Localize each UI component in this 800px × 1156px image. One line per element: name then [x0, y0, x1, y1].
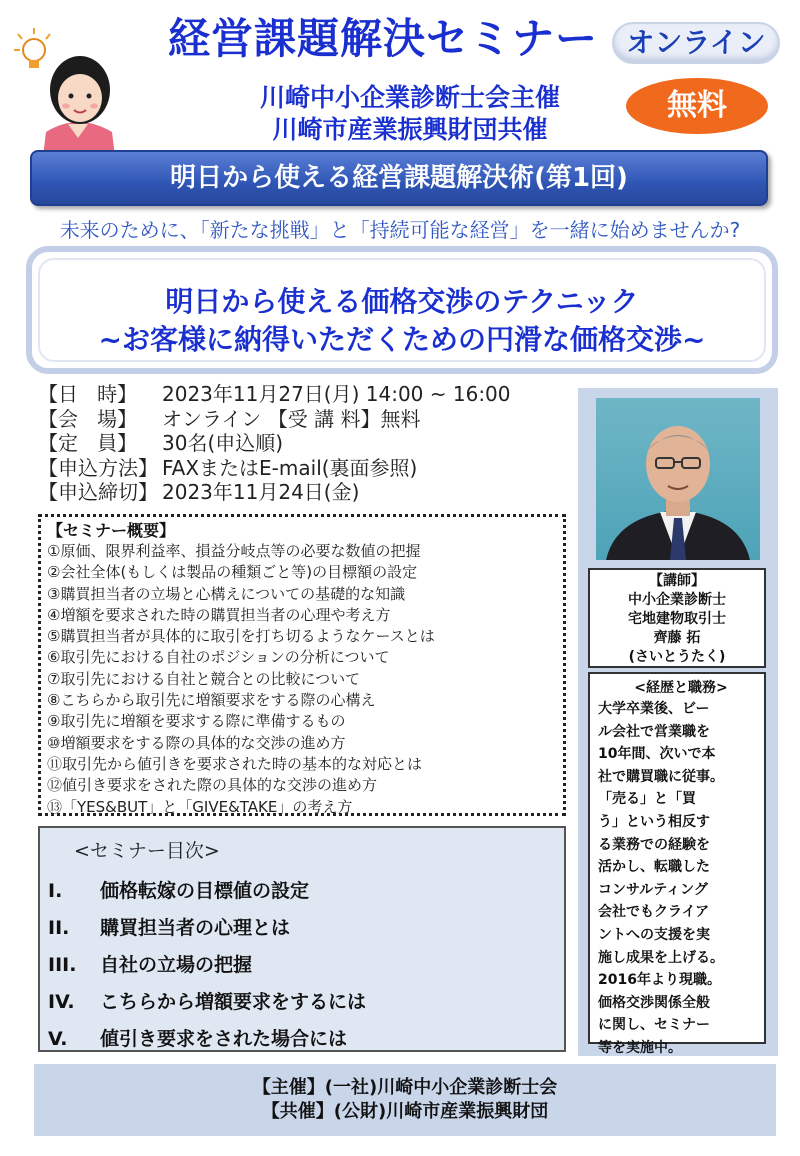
contents-item [48, 913, 290, 940]
info-value: FAXまたはE-mail(裏面参照) [162, 455, 418, 480]
career-line: ル会社で営業職を [598, 723, 710, 740]
contents-text: 購買担当者の心理とは [100, 917, 291, 939]
lecturer-reading: (さいとうたく) [628, 649, 726, 665]
overview-item: ③購買担当者の立場と心構えについての基礎的な知識 [47, 584, 406, 603]
contents-number: IV. [48, 991, 75, 1013]
contents-item [48, 987, 366, 1014]
career-line: う」という相反す [598, 813, 710, 830]
career-line: 会社でもクライア [598, 904, 710, 921]
info-row-date [38, 382, 578, 407]
tagline: 未来のために、「新たな挑戦」と「持続可能な経営」を一緒に始めませんか? [59, 218, 741, 242]
overview-item: ①原価、限界利益率、損益分岐点等の必要な数値の把握 [47, 542, 421, 560]
lecturer-qualification: 中小企業診断士 [628, 592, 726, 608]
career-line: コンサルティング [598, 881, 708, 898]
career-box [588, 672, 766, 1056]
overview-item: ⑫値引き要求をされた際の具体的な交渉の進め方 [47, 776, 378, 795]
overview-item: ⑨取引先に増額を要求する際に準備するもの [47, 712, 346, 731]
info-row-capacity [38, 431, 578, 456]
contents-number: III. [48, 954, 77, 976]
contents-item [48, 950, 252, 977]
career-line: る業務での経験を [598, 836, 710, 853]
info-row-venue [38, 407, 578, 432]
lightbulb-icon [14, 28, 50, 68]
career-line: 施し成果を上げる。 [598, 949, 724, 966]
event-info [38, 382, 578, 505]
career-line: ントへの支援を実 [598, 926, 710, 943]
overview-item: ⑪取引先から値引きを要求された時の基本的な対応とは [47, 754, 423, 773]
career-line: 等を実施中。 [598, 1039, 682, 1056]
main-title: 経営課題解決セミナー [167, 14, 598, 63]
online-badge: オンライン [612, 22, 780, 64]
overview-title: 【セミナー概要】 [47, 521, 176, 540]
contents-text: 値引き要求をされた場合には [100, 1028, 348, 1050]
lecturer-card [588, 568, 766, 668]
overview-item: ②会社全体(もしくは製品の種類ごと等)の目標額の設定 [47, 563, 418, 582]
lecturer-name: 齊藤 拓 [653, 630, 701, 646]
overview-item: ⑩増額要求をする際の具体的な交渉の進め方 [47, 733, 346, 752]
info-label: 【申込締切】 [38, 480, 158, 504]
topic-title: 明日から使える価格交渉のテクニック [165, 285, 639, 318]
info-value: 2023年11月27日(月) 14:00 ~ 16:00 [162, 382, 511, 406]
person-portrait-icon [596, 398, 760, 560]
overview-item: ⑬「YES&BUT」と「GIVE&TAKE」の考え方 [47, 797, 353, 816]
lecturer-qualification: 宅地建物取引士 [628, 611, 726, 627]
career-title: <経歴と職務> [634, 680, 728, 696]
info-value: 30名(申込順) [162, 431, 284, 455]
career-line: 大学卒業後、ビー [598, 701, 710, 717]
lecturer-heading: 【講師】 [649, 573, 705, 589]
info-label: 【日 時】 [38, 382, 138, 406]
overview-item: ⑦取引先における自社と競合との比較について [47, 669, 361, 688]
career-line: 活かし、転職した [598, 859, 710, 876]
info-row-method [38, 456, 578, 481]
info-label: 【定 員】 [38, 431, 138, 455]
overview-item: ⑥取引先における自社のポジションの分析について [47, 648, 390, 667]
info-label: 【会 場】 [38, 406, 138, 431]
info-value: 2023年11月24日(金) [162, 480, 360, 504]
contents-number: II. [48, 917, 70, 939]
overview-item: ⑧こちらから取引先に増額要求をする際の心構え [47, 691, 376, 710]
organizer-line: 川崎中小企業診断士会主催 [259, 83, 560, 112]
contents-text: こちらから増額要求をするには [100, 991, 367, 1013]
seminar-overview [38, 514, 566, 816]
career-line: 「売る」と「買 [598, 791, 696, 808]
footer-organizers [34, 1064, 776, 1136]
overview-item: ④増額を要求された時の購買担当者の心理や考え方 [47, 605, 391, 624]
co-organizer-line: 川崎市産業振興財団共催 [272, 115, 548, 144]
contents-text: 自社の立場の把握 [100, 954, 253, 976]
info-value: オンライン 【受 講 料】無料 [162, 406, 421, 431]
footer-co-organizer: 【共催】(公財)川崎市産業振興財団 [261, 1101, 549, 1122]
info-label: 【申込方法】 [38, 455, 158, 480]
seminar-contents [38, 826, 566, 1052]
contents-number: V. [48, 1028, 68, 1050]
topic-subtitle: ~お客様に納得いただくための円滑な価格交渉~ [98, 323, 706, 356]
free-badge: 無料 [626, 78, 768, 134]
footer-organizer: 【主催】(一社)川崎中小企業診断士会 [252, 1077, 558, 1098]
series-banner: 明日から使える経営課題解決術(第1回) [30, 150, 768, 206]
career-line: 2016年より現職。 [598, 972, 721, 989]
contents-number: I. [48, 880, 63, 902]
contents-item [48, 1024, 347, 1051]
lecturer-photo [596, 398, 760, 560]
career-line: に関し、セミナー [598, 1017, 710, 1034]
info-row-deadline [38, 480, 578, 505]
career-line: 社で購買職に従事。 [598, 768, 724, 785]
contents-text: 価格転嫁の目標値の設定 [100, 880, 310, 902]
contents-title: <セミナー目次> [74, 840, 220, 862]
overview-item: ⑤購買担当者が具体的に取引を打ち切るようなケースとは [47, 627, 435, 646]
career-line: 10年間、次いで本 [598, 746, 716, 763]
topic-box [26, 246, 778, 374]
contents-item [48, 876, 309, 903]
career-line: 価格交渉関係全般 [598, 994, 710, 1011]
